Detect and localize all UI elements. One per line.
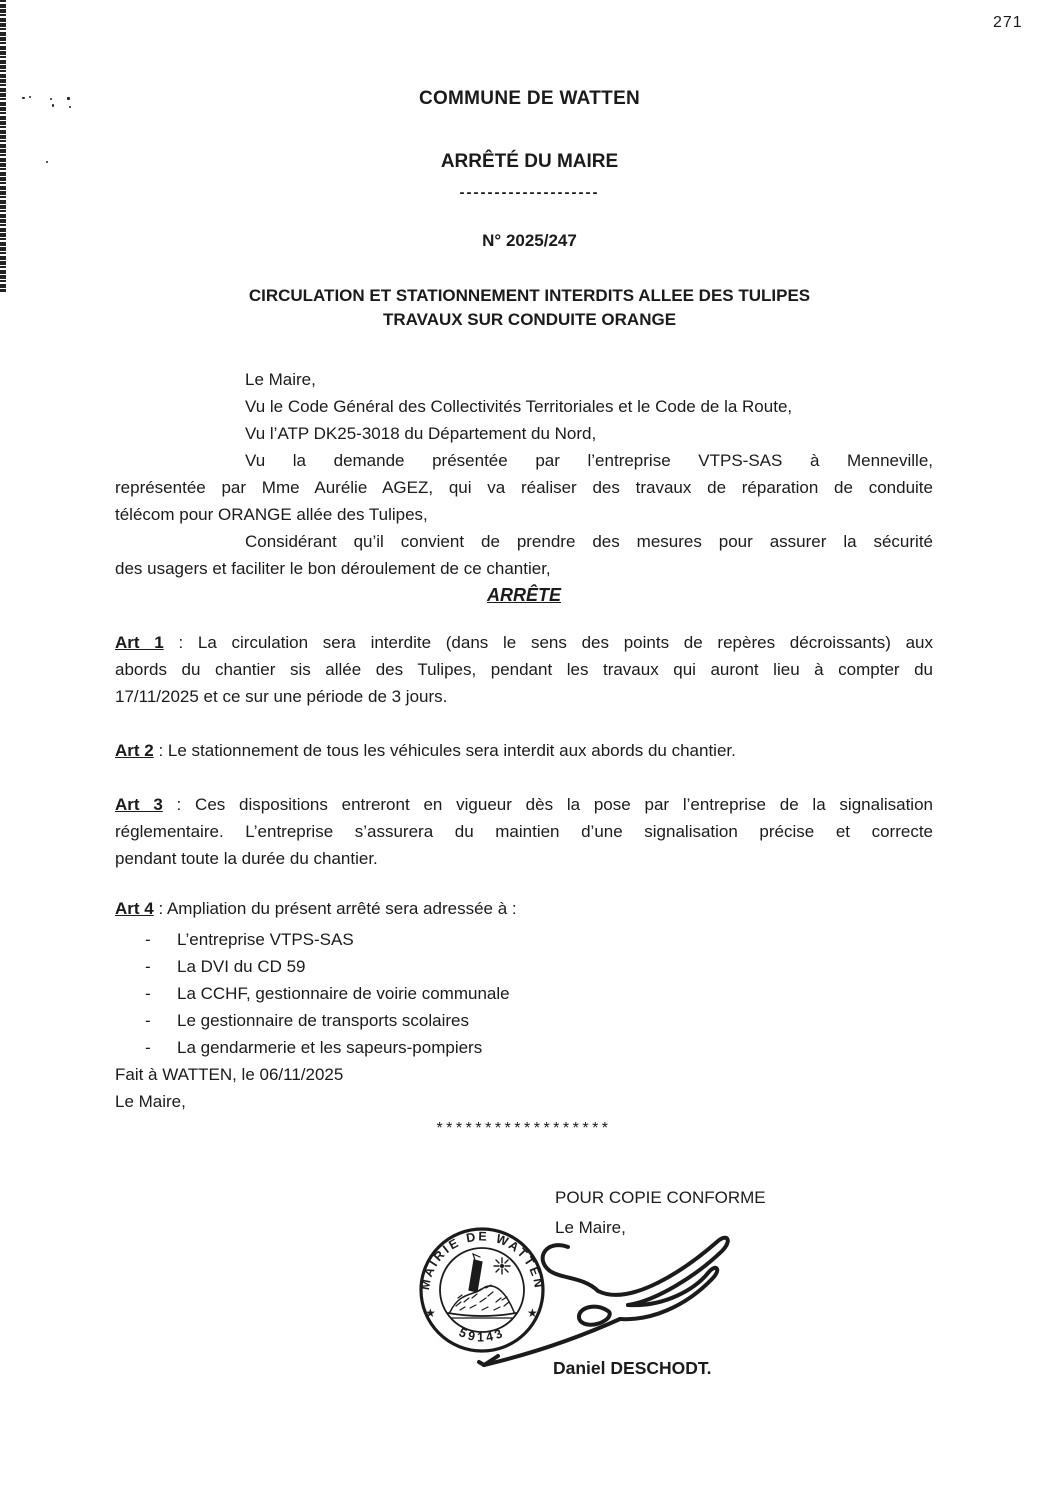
visa-code-general: Vu le Code Général des Collectivités Territoriales et le Code de la Route, [245, 397, 793, 416]
article-1-line: 17/11/2025 et ce sur une période de 3 jours. [115, 687, 448, 706]
visa-demande-line: télécom pour ORANGE allée des Tulipes, [115, 505, 428, 524]
recipient-text: La CCHF, gestionnaire de voirie communale [177, 984, 510, 1003]
article-1-line [115, 629, 933, 656]
commune-title: COMMUNE DE WATTEN [418, 88, 641, 109]
article-4 [115, 895, 933, 922]
recipient-list [115, 926, 933, 1061]
list-item [115, 953, 933, 980]
article-separator: : [162, 795, 196, 814]
article-3-line: réglementaire. L’entreprise s’assurera du maintien d’une signalisation précise et correcte [115, 822, 933, 841]
visa-atp: Vu l’ATP DK25-3018 du Département du Nord, [245, 424, 597, 443]
recipient-text: L’entreprise VTPS-SAS [177, 930, 354, 949]
dashed-separator: -------------------- [459, 184, 600, 201]
recipient-text: La DVI du CD 59 [177, 957, 306, 976]
document-body [115, 366, 933, 1142]
article-2 [115, 737, 933, 764]
copy-conforme-label: POUR COPIE CONFORME [555, 1188, 766, 1207]
article-2-text: Le stationnement de tous les véhicules sera interdit aux abords du chantier. [167, 741, 736, 760]
article-4-label: Art 4 [115, 899, 154, 918]
seal-bottom-text: 59143 [456, 1325, 508, 1345]
article-3-label: Art 3 [115, 795, 163, 814]
list-item [115, 926, 933, 953]
document-type-title: ARRÊTÉ DU MAIRE [440, 151, 619, 172]
article-2-line [115, 737, 933, 764]
considerant-paragraph [115, 528, 933, 582]
article-3-line: pendant toute la durée du chantier. [115, 849, 378, 868]
article-1 [115, 629, 933, 710]
page-number: 271 [993, 14, 1023, 31]
bullet-dash: - [145, 984, 151, 1003]
signatory-name: Daniel DESCHODT. [553, 1357, 712, 1378]
visa-demande-line: Vu la demande présentée par l’entreprise VTPS-SAS à Menneville, [245, 451, 933, 470]
visa-demande-paragraph [115, 447, 933, 528]
signatory-title: Le Maire, [115, 1092, 186, 1111]
bullet-dash: - [145, 1011, 151, 1030]
place-and-date: Fait à WATTEN, le 06/11/2025 [115, 1065, 344, 1084]
article-separator: : [153, 741, 168, 760]
article-separator: : [163, 633, 198, 652]
bullet-dash: - [145, 930, 151, 949]
recipient-text: Le gestionnaire de transports scolaires [177, 1011, 469, 1030]
recipient-text: La gendarmerie et les sapeurs-pompiers [177, 1038, 483, 1057]
copy-signatory-title: Le Maire, [555, 1218, 626, 1237]
article-3-text: Ces dispositions entreront en vigueur dès la pose par l’entreprise de la signalisation [195, 795, 933, 814]
seal-star-right-icon: ★ [527, 1306, 538, 1320]
article-4-line [115, 895, 933, 922]
list-item [115, 1007, 933, 1034]
visa-demande-line: représentée par Mme Aurélie AGEZ, qui va réaliser des travaux de réparation de conduite [115, 478, 933, 497]
decree-heading: ARRÊTE [486, 585, 561, 605]
seal-star-left-icon: ★ [425, 1306, 436, 1320]
considerant-line: Considérant qu’il convient de prendre des mesures pour assurer la sécurité [245, 532, 933, 551]
article-1-text: La circulation sera interdite (dans le sens des points de repères décroissants) aux [197, 633, 934, 652]
seal-top-text: MAIRIE DE WATTEN [417, 1229, 547, 1292]
considerant-line: des usagers et faciliter le bon déroulement de ce chantier, [115, 559, 551, 578]
bullet-dash: - [145, 1038, 151, 1057]
article-2-label: Art 2 [115, 741, 154, 760]
stars-separator: ****************** [436, 1120, 612, 1137]
article-separator: : [153, 899, 167, 918]
salutation: Le Maire, [245, 370, 316, 389]
article-1-label: Art 1 [115, 633, 164, 652]
list-item [115, 1034, 933, 1061]
bullet-dash: - [145, 957, 151, 976]
article-3-line [115, 791, 933, 818]
list-item [115, 980, 933, 1007]
article-1-line: abords du chantier sis allée des Tulipes, pendant les travaux qui auront lieu à compter du [115, 660, 933, 679]
decree-heading-line [115, 582, 933, 609]
decree-number: N° 2025/247 [482, 231, 577, 250]
article-4-text: Ampliation du présent arrêté sera adressée à : [166, 899, 517, 918]
subject-line-1: CIRCULATION ET STATIONNEMENT INTERDITS ALLEE DES TULIPES [248, 286, 811, 305]
subject-line-2: TRAVAUX SUR CONDUITE ORANGE [382, 310, 677, 329]
article-3 [115, 791, 933, 872]
